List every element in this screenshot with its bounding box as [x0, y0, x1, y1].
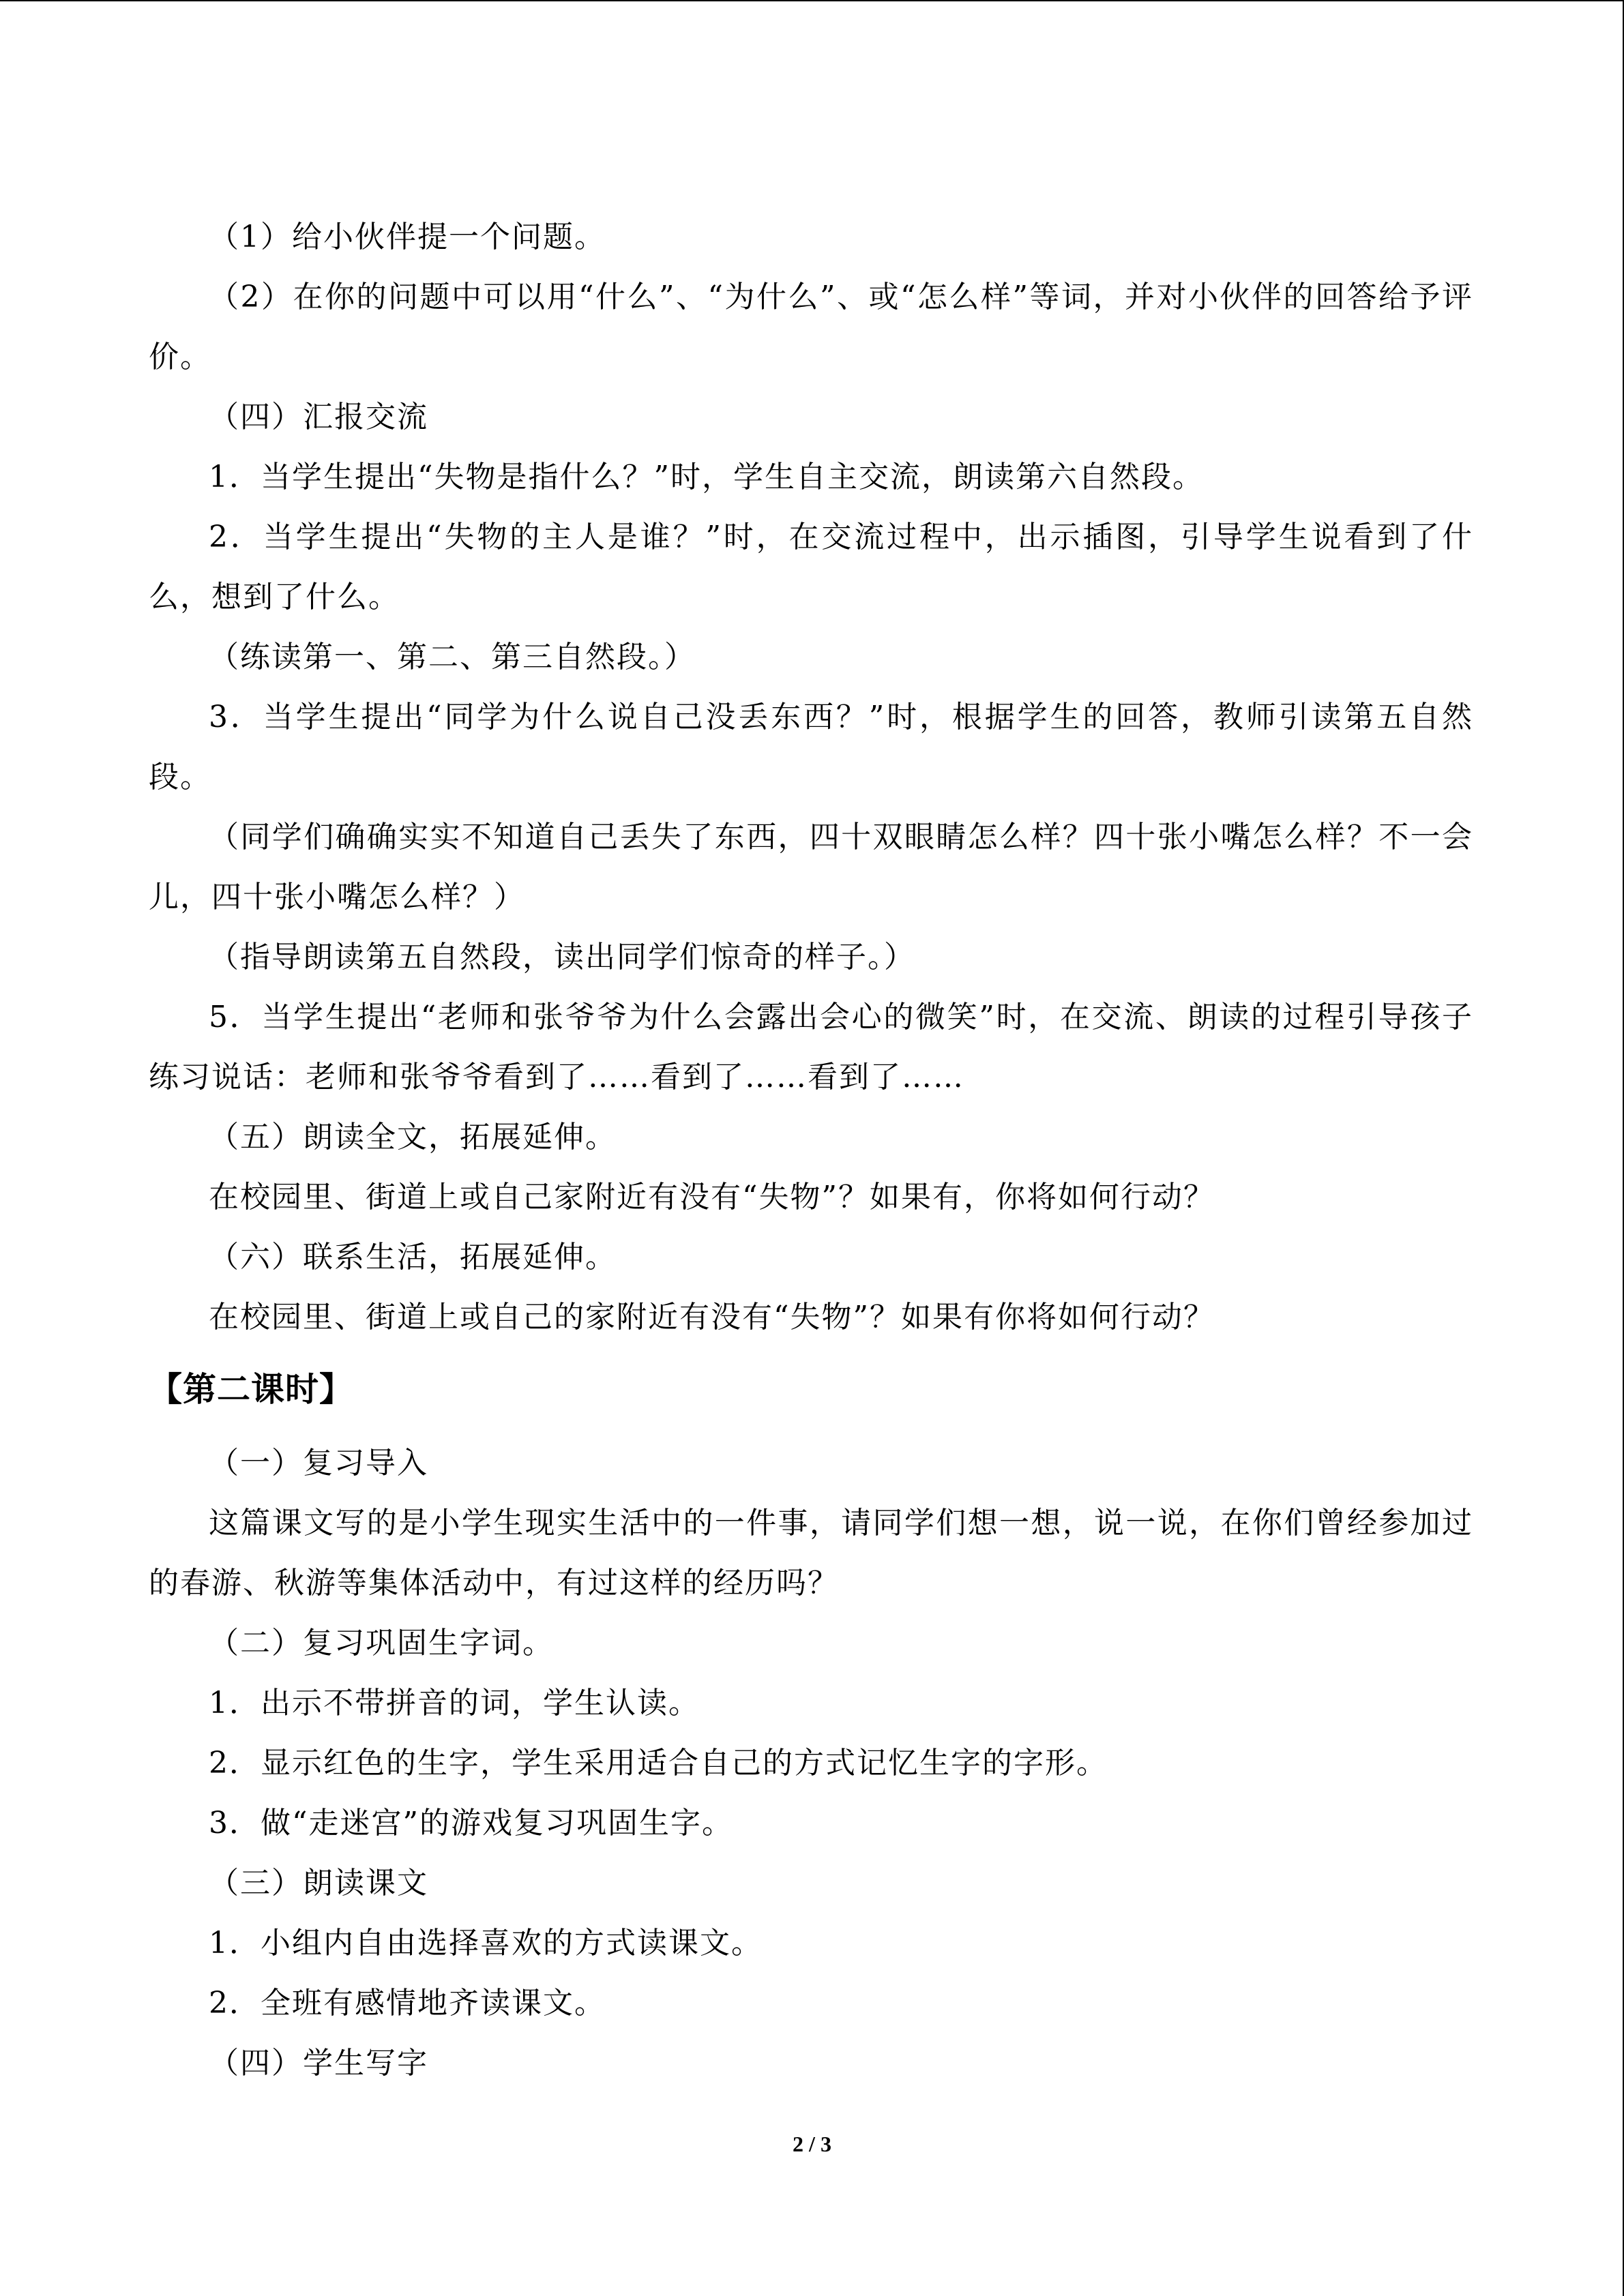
paragraph: 5．当学生提出“老师和张爷爷为什么会露出会心的微笑”时，在交流、朗读的过程引导孩子练习说话：老师和张爷爷看到了……看到了……看到了……: [149, 1000, 1473, 1094]
paragraph: （2）在你的问题中可以用“什么”、“为什么”、或“怎么样”等词，并对小伙伴的回答给予评价。: [149, 280, 1473, 374]
paragraph: （五）朗读全文，拓展延伸。: [209, 1120, 617, 1154]
paragraph: （1）给小伙伴提一个问题。: [209, 220, 606, 254]
section-heading: 【第二课时】: [149, 1370, 354, 1409]
paragraph: （三）朗读课文: [209, 1866, 428, 1900]
paragraph: 1．当学生提出“失物是指什么？”时，学生自主交流，朗读第六自然段。: [209, 460, 1204, 494]
paragraph: 这篇课文写的是小学生现实生活中的一件事，请同学们想一想，说一说，在你们曾经参加过的春游、秋游等集体活动中，有过这样的经历吗？: [149, 1506, 1473, 1600]
paragraph: （练读第一、第二、第三自然段。）: [209, 640, 696, 674]
paragraph: （四）学生写字: [209, 2046, 428, 2081]
paragraph: （指导朗读第五自然段，读出同学们惊奇的样子。）: [209, 940, 915, 974]
page-number: 2 / 3: [793, 2132, 831, 2156]
paragraph: 1．小组内自由选择喜欢的方式读课文。: [209, 1926, 763, 1960]
paragraph: （六）联系生活，拓展延伸。: [209, 1240, 617, 1274]
paragraph: （二）复习巩固生字词。: [209, 1626, 554, 1660]
paragraph: 3．做“走迷宫”的游戏复习巩固生字。: [209, 1806, 733, 1840]
paragraph: 1．出示不带拼音的词，学生认读。: [209, 1686, 700, 1720]
page-body: [149, 207, 1473, 2093]
paragraph: 2．当学生提出“失物的主人是谁？”时，在交流过程中，出示插图，引导学生说看到了什么，想到了什么。: [149, 520, 1473, 614]
paragraph: （四）汇报交流: [209, 400, 428, 434]
paragraph: （一）复习导入: [209, 1446, 428, 1480]
paragraph: 3．当学生提出“同学为什么说自己没丢东西？”时，根据学生的回答，教师引读第五自然段。: [149, 700, 1473, 794]
paragraph: 在校园里、街道上或自己的家附近有没有“失物”？如果有你将如何行动？: [209, 1300, 1215, 1335]
paragraph: （同学们确确实实不知道自己丢失了东西，四十双眼睛怎么样？四十张小嘴怎么样？不一会儿，四十张小嘴怎么样？）: [149, 820, 1473, 914]
paragraph: 2．全班有感情地齐读课文。: [209, 1986, 606, 2021]
paragraph: 2．显示红色的生字，学生采用适合自己的方式记忆生字的字形。: [209, 1746, 1108, 1780]
paragraph: 在校园里、街道上或自己家附近有没有“失物”？如果有，你将如何行动？: [209, 1180, 1215, 1214]
